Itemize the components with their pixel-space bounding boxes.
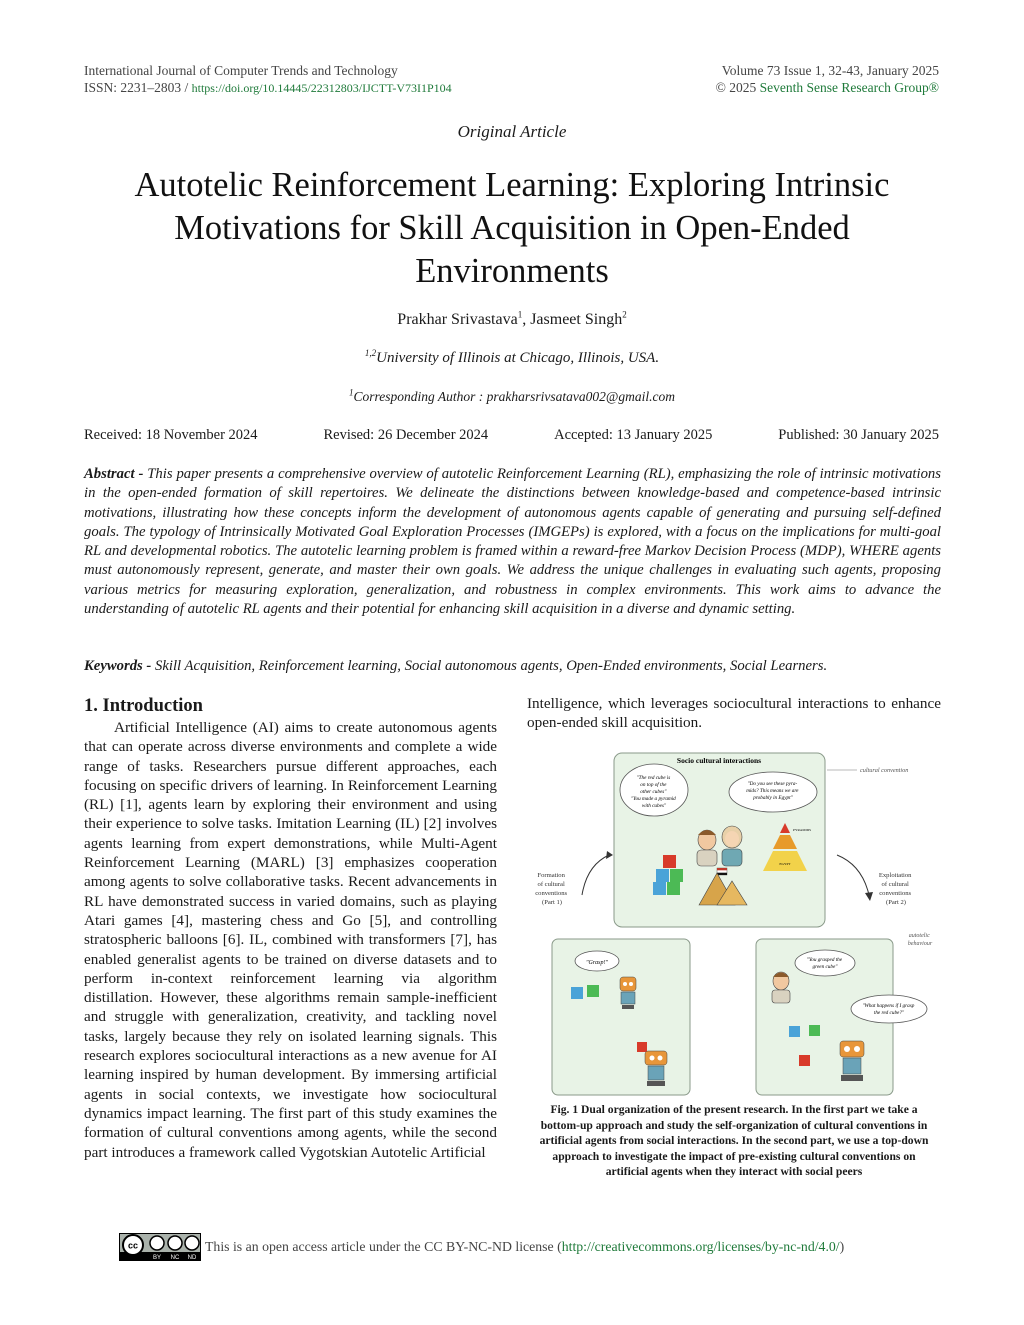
bubble-4-text: "You grasped the green cube" (806, 957, 843, 970)
svg-text:PYRAMIDS: PYRAMIDS (793, 828, 812, 832)
left-column (84, 694, 497, 1162)
publisher-link[interactable]: Seventh Sense Research Group® (759, 80, 939, 95)
robot-icon (620, 977, 636, 1009)
arrow-left (582, 855, 609, 895)
red-cube-icon-2 (799, 1055, 810, 1066)
label-exploitation: Exploitation of cultural conventions (Part 2) (878, 872, 912, 906)
abstract (84, 465, 941, 619)
volume-header (716, 62, 939, 96)
authors (0, 311, 1024, 329)
journal-name: International Journal of Computer Trends and Technology (84, 63, 398, 78)
keywords (84, 658, 941, 675)
author-1-sup: 1 (517, 309, 523, 320)
issn: ISSN: 2231–2803 / (84, 80, 189, 95)
red-cube-icon (637, 1042, 647, 1052)
arrow-right (837, 855, 869, 895)
intro-continued: Intelligence, which leverages sociocultural interactions to enhance open-ended skill acquisition. (527, 695, 941, 732)
section-heading: 1. Introduction (84, 696, 203, 716)
bubble-5-text: "What happens if I grasp the red cube?" (862, 1003, 915, 1016)
copyright: © 2025 (715, 80, 757, 95)
corresponding-text: Corresponding Author : prakharsrivsatava002@gmail.com (353, 389, 675, 404)
article-type: Original Article (457, 122, 567, 141)
date-revised: Revised: 26 December 2024 (323, 427, 489, 443)
affiliation-sup: 1,2 (364, 348, 377, 358)
bottom-left-panel (552, 939, 690, 1095)
label-autotelic: autotelic behaviour (907, 933, 933, 947)
svg-text:EGYPT: EGYPT (779, 862, 791, 866)
date-accepted: Accepted: 13 January 2025 (554, 427, 713, 443)
label-cultural-convention: cultural convention (860, 767, 909, 774)
author-2: Jasmeet Singh (530, 311, 623, 328)
abstract-text: This paper presents a comprehensive overview of autotelic Reinforcement Learning (RL), emphasizing the role of intrinsic motivations in the open-ended formation of skill repertoires. We delineate the distinctions between knowledge-based and competence-based intrinsic motivations, illustrating how these concepts inform the development of autonomous agents capable of generating and pursuing self-defined goals. The typology of Intrinsically Motivated Goal Exploration Processes (IMGEPs) is explored, with a focus on the implications for multi-goal RL and developmental robotics. The autotelic learning problem is framed within a reward-free Markov Decision Process (MDP), WHERE agents must autonomously represent, generate, and master their own goals. We address the unique challenges in evaluating such agents, proposing various metrics for measuring exploration, generalization, and robustness in complex environments. This work aims to advance the understanding of autotelic RL agents and their potential for enhancing skill acquisition in a diverse and dynamic setting. (84, 466, 941, 618)
affiliation-text: University of Illinois at Chicago, Illinois, USA. (376, 350, 660, 366)
speech-bubble-4 (795, 950, 855, 976)
svg-text:BY: BY (152, 1255, 162, 1261)
paper-title: Autotelic Reinforcement Learning: Exploring Intrinsic Motivations for Skill Acquisition in Open-Ended Environments (134, 166, 890, 290)
svg-text:cc: cc (127, 1240, 139, 1251)
bubble-1-text: "The red cube is on top of the other cubes" "You made a pyramid with cubes" (630, 775, 676, 809)
bubble-3-text: "Grasp!" (585, 960, 609, 966)
doi-link[interactable]: https://doi.org/10.14445/22312803/IJCTT-V73I1P104 (191, 81, 452, 95)
figure-caption: Fig. 1 Dual organization of the present research. In the first part we take a bottom-up approach and study the self-organization of cultural conventions in artificial agents from social interactions. In the second part, we use a top-down approach to investigate the impact of pre-existing cultural conventions on artificial agents when they interact with social peers (539, 1103, 929, 1178)
license-close: ) (839, 1239, 845, 1254)
author-2-sup: 2 (622, 309, 627, 320)
figure-1 (527, 745, 941, 1097)
affiliation (0, 350, 1024, 367)
panel-title: Socio cultural interactions (676, 756, 762, 765)
abstract-label: Abstract - (84, 466, 144, 482)
author-separator: , (522, 311, 531, 328)
corresponding-sup: 1 (349, 387, 354, 398)
journal-header (84, 62, 452, 97)
bubble-2-text: "Do you see these pyra- mids? This means we are probably in Egypt" (746, 781, 799, 801)
svg-text:NC: NC (170, 1255, 180, 1261)
date-received: Received: 18 November 2024 (84, 427, 258, 443)
speech-bubble-5 (851, 995, 927, 1023)
right-column (527, 694, 941, 733)
keywords-label: Keywords - (84, 658, 152, 674)
dates-row (84, 427, 939, 444)
license-footer (119, 1233, 844, 1261)
date-published: Published: 30 January 2025 (778, 427, 939, 443)
keywords-text: Skill Acquisition, Reinforcement learning, Social autonomous agents, Open-Ended environments, Social Learners. (151, 658, 828, 674)
cc-license-badge[interactable] (119, 1233, 201, 1261)
corresponding-author (0, 389, 1024, 405)
blue-cube-icon-2 (789, 1026, 800, 1037)
volume-info: Volume 73 Issue 1, 32-43, January 2025 (721, 63, 939, 78)
label-formation: Formation of cultural conventions (Part 1) (535, 872, 568, 906)
green-cube-icon-2 (809, 1025, 820, 1036)
author-1: Prakhar Srivastava (397, 311, 518, 328)
blue-cube-icon (571, 987, 583, 999)
robot-icon-3 (840, 1041, 864, 1081)
intro-paragraph: Artificial Intelligence (AI) aims to create autonomous agents that can operate across diverse environments and complete a wide range of tasks. Researchers pursue different approaches, each focusing on specific drivers of learning. In Reinforcement Learning (RL) [1], agents learn by exploring their environment and using their experience to solve tasks. Imitation Learning (IL) [2] involves agents learning from expert demonstrations, while Multi-Agent Reinforcement Learning (MARL) [3] emphasizes cooperation among agents to solve collaborative tasks. Recent advancements in RL have demonstrated success in varied domains, such as playing Atari games [4], mastering chess and Go [5], and controlling stratospheric balloons [6]. IL, combined with transformers [7], has enabled generalist agents to be trained on diverse datasets and to perform in-context reinforcement learning via algorithm distillation. However, these algorithms remain sample-inefficient and struggle with generalization, creativity, and tackling novel tasks, largely because they rely on isolated learning signals. This research explores sociocultural interactions as a new avenue for AI learning inspired by human development. By immersing artificial agents in social contexts, we investigate how sociocultural dynamics impact learning. The first part of this study examines the formation of cultural conventions among agents, while the second part introduces a framework called Vygotskian Autotelic Artificial (84, 719, 497, 1161)
license-link[interactable]: http://creativecommons.org/licenses/by-nc-nd/4.0/ (561, 1239, 840, 1254)
svg-text:ND: ND (187, 1255, 197, 1261)
license-text: This is an open access article under the CC BY-NC-ND license ( (205, 1239, 562, 1254)
green-cube-icon (587, 985, 599, 997)
